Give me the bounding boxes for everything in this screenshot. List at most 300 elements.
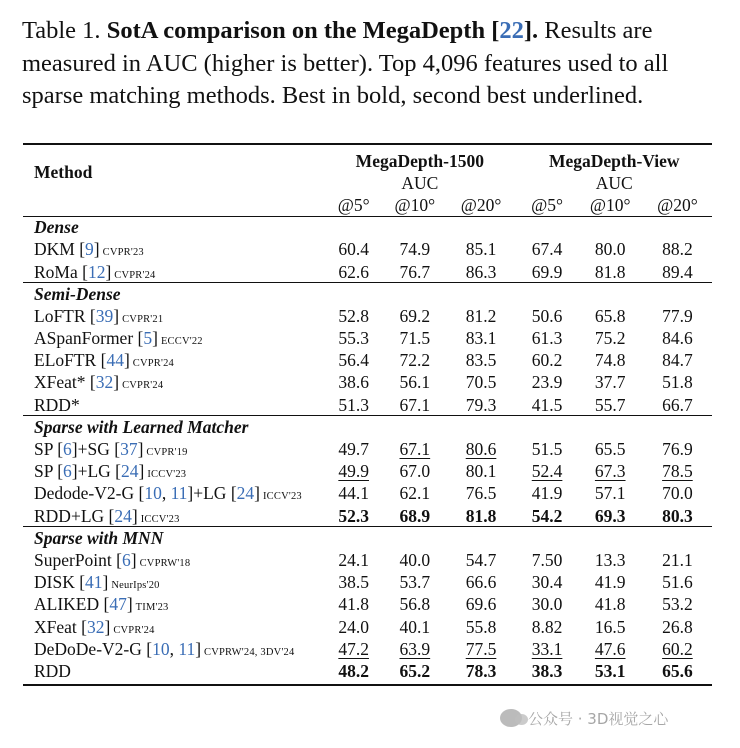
value: 47.2 [338, 638, 369, 659]
watermark-text: 公众号 · 3D视觉之心 [528, 709, 669, 728]
value: 65.6 [662, 660, 693, 681]
section-rule [23, 415, 712, 416]
value-cell [446, 572, 517, 594]
value: 65.2 [399, 660, 431, 681]
citation-link[interactable]: 10 [144, 483, 162, 504]
value: 51.6 [662, 572, 693, 593]
value: 50.6 [531, 305, 563, 326]
value-cell [578, 594, 643, 616]
value-cell [323, 350, 384, 372]
method-name: RoMa [ [34, 261, 88, 282]
value: 23.9 [531, 372, 563, 393]
method-name: DISK [ [34, 572, 86, 593]
method-cell [23, 660, 323, 682]
value-cell [578, 261, 643, 283]
citation-close: ] [93, 239, 100, 260]
citation-link[interactable]: 10 [152, 638, 170, 659]
value-cell [578, 572, 643, 594]
section-rule [23, 216, 712, 217]
value-cell [517, 483, 578, 505]
value-cell [323, 328, 384, 350]
value: 37.7 [594, 372, 626, 393]
method-cell [23, 438, 323, 460]
venue-label: CVPR'24 [114, 269, 156, 281]
value-cell [384, 461, 445, 483]
citation-close: ] [71, 439, 78, 460]
citation-link[interactable]: 22 [499, 17, 524, 44]
citation-link[interactable]: 11 [178, 638, 196, 659]
value-cell [517, 305, 578, 327]
value: 62.1 [399, 483, 431, 504]
citation-close: ] [104, 616, 111, 637]
value: 57.1 [594, 483, 626, 504]
value-cell [643, 461, 712, 483]
value: 74.9 [399, 239, 431, 260]
value-cell [323, 616, 384, 638]
method-name: RDD* [34, 394, 80, 415]
value: 13.3 [594, 549, 626, 570]
method-cell [23, 505, 323, 527]
threshold-header: @20° [460, 194, 502, 215]
value: 65.8 [594, 305, 626, 326]
value: 88.2 [662, 239, 693, 260]
value-cell [517, 261, 578, 283]
value: 66.7 [662, 394, 693, 415]
value-cell [384, 638, 445, 660]
metric-header-2: AUC [595, 172, 633, 193]
citation-link[interactable]: 9 [85, 239, 94, 260]
value-cell [446, 328, 517, 350]
section-row [23, 527, 712, 549]
value-cell [517, 438, 578, 460]
value: 67.1 [399, 394, 431, 415]
method-name: RDD [34, 660, 71, 681]
value: 80.0 [594, 239, 626, 260]
value: 60.4 [338, 239, 369, 260]
value-cell [446, 549, 517, 571]
value: 30.4 [531, 572, 563, 593]
value-cell [446, 438, 517, 460]
value-cell [323, 638, 384, 660]
value-cell [578, 461, 643, 483]
value: 70.0 [662, 483, 693, 504]
value: 56.1 [399, 372, 431, 393]
value-cell [384, 616, 445, 638]
value: 51.8 [662, 372, 693, 393]
threshold-header: @20° [657, 194, 698, 215]
value: 61.3 [531, 328, 563, 349]
value: 30.0 [531, 594, 563, 615]
table-row [23, 438, 712, 460]
method-name: ELoFTR [ [34, 350, 107, 371]
header-row-thresholds [23, 194, 712, 216]
method-name: SP [ [34, 439, 64, 460]
value-cell [517, 461, 578, 483]
value: 40.0 [399, 549, 431, 570]
citation-close: ] [71, 461, 78, 482]
value-cell [643, 549, 712, 571]
method-name: XFeat [ [34, 616, 87, 637]
method-name: Dedode-V2-G [ [34, 483, 145, 504]
matcher-name: +LG [ [193, 483, 237, 504]
value-cell [384, 549, 445, 571]
value-cell [446, 483, 517, 505]
section-title: Semi-Dense [34, 283, 121, 304]
value: 44.1 [338, 483, 369, 504]
venue-label: CVPR'19 [146, 447, 188, 459]
value: 69.9 [531, 261, 563, 282]
header-row-groups [23, 150, 712, 172]
value-cell [643, 594, 712, 616]
value-cell [323, 461, 384, 483]
value-cell [446, 638, 517, 660]
value-cell [517, 660, 578, 682]
value: 78.3 [465, 660, 497, 681]
value-cell [517, 505, 578, 527]
value-cell [517, 372, 578, 394]
value: 69.3 [594, 505, 626, 526]
value: 67.3 [594, 461, 626, 482]
value-cell [578, 305, 643, 327]
value: 49.7 [338, 439, 369, 460]
table-row [23, 372, 712, 394]
citation-link[interactable]: 12 [87, 261, 106, 282]
citation-link[interactable]: 47 [109, 594, 127, 615]
value-cell [578, 239, 643, 261]
venue-label: NeurIps'20 [111, 580, 160, 592]
value-cell [384, 438, 445, 460]
value: 53.7 [399, 572, 431, 593]
value: 55.7 [594, 394, 626, 415]
value-cell [446, 305, 517, 327]
value-cell [578, 638, 643, 660]
value-cell [517, 638, 578, 660]
venue-label: CVPR'24 [113, 624, 155, 636]
value: 16.5 [594, 616, 626, 637]
value: 55.8 [465, 616, 497, 637]
citation-close: ] [195, 638, 202, 659]
venue-label: TIM'23 [135, 602, 169, 614]
method-cell [23, 372, 323, 394]
value: 80.3 [662, 505, 693, 526]
value: 72.2 [399, 350, 431, 371]
citation-link[interactable]: 6 [122, 549, 131, 570]
table-row [23, 483, 712, 505]
wechat-icon [500, 709, 522, 727]
method-name: ASpanFormer [ [34, 328, 144, 349]
citation-link[interactable]: 6 [63, 439, 72, 460]
value: 69.2 [399, 305, 431, 326]
value-cell [384, 505, 445, 527]
value-cell [517, 572, 578, 594]
value: 60.2 [662, 638, 693, 659]
value: 81.8 [465, 505, 497, 526]
value-cell [384, 660, 445, 682]
citation-link[interactable]: 39 [95, 305, 114, 326]
method-name: DKM [ [34, 239, 86, 260]
value-cell [323, 660, 384, 682]
method-cell [23, 394, 323, 416]
citation-close: ] [123, 350, 130, 371]
citation-link[interactable]: 24 [236, 483, 255, 504]
citation-close: ] [130, 549, 137, 570]
value-cell [384, 261, 445, 283]
table-row [23, 660, 712, 682]
value: 89.4 [662, 261, 693, 282]
value-cell [517, 549, 578, 571]
value: 63.9 [399, 638, 431, 659]
value-cell [446, 616, 517, 638]
caption-text: Results are measured in AUC (higher is better). Top 4,096 features used to all sparse matching methods. Best in bold, second best underlined. [22, 17, 669, 109]
value-cell [323, 572, 384, 594]
value: 80.6 [465, 439, 497, 460]
value: 85.1 [465, 239, 497, 260]
value: 52.3 [338, 505, 369, 526]
citation-close: ] [131, 505, 138, 526]
value-cell [517, 394, 578, 416]
value-cell [578, 483, 643, 505]
table-caption [22, 15, 728, 113]
value-cell [517, 616, 578, 638]
citation-link[interactable]: 32 [95, 372, 114, 393]
value: 67.1 [399, 439, 431, 460]
value-cell [517, 594, 578, 616]
citation-close: ] [152, 328, 158, 349]
table-row [23, 328, 712, 350]
value-cell [323, 594, 384, 616]
method-cell [23, 305, 323, 327]
bottom-rule [23, 684, 712, 686]
threshold-header: @10° [394, 194, 436, 215]
value: 78.5 [662, 461, 693, 482]
value-cell [384, 328, 445, 350]
value-cell [323, 261, 384, 283]
table-row [23, 505, 712, 527]
value: 55.3 [338, 328, 369, 349]
method-name: XFeat* [ [34, 372, 96, 393]
value: 21.1 [662, 549, 693, 570]
method-cell [23, 261, 323, 283]
value-cell [578, 328, 643, 350]
section-rule [23, 526, 712, 527]
venue-label: CVPR'24 [132, 358, 174, 370]
value: 86.3 [465, 261, 497, 282]
value-cell [578, 549, 643, 571]
value: 83.5 [465, 350, 497, 371]
value-cell [643, 438, 712, 460]
venue-label: ICCV'23 [262, 491, 302, 503]
threshold-header: @5° [337, 194, 370, 215]
value: 69.6 [465, 594, 497, 615]
results-table [23, 150, 712, 683]
value-cell [446, 350, 517, 372]
method-name: LoFTR [ [34, 305, 96, 326]
citation-link[interactable]: 44 [106, 350, 124, 371]
venue-label: CVPRW'24, 3DV'24 [204, 646, 295, 658]
value: 47.6 [594, 638, 626, 659]
value-cell [643, 328, 712, 350]
value-cell [323, 505, 384, 527]
watermark [500, 703, 725, 733]
citation-close: ] [113, 305, 120, 326]
venue-label: ICCV'23 [140, 513, 180, 525]
value: 84.6 [662, 328, 693, 349]
table-row [23, 261, 712, 283]
top-rule [23, 143, 712, 145]
value: 70.5 [465, 372, 497, 393]
table-row [23, 572, 712, 594]
value: 53.1 [594, 660, 626, 681]
section-title: Sparse with MNN [34, 527, 164, 548]
method-cell [23, 239, 323, 261]
value-cell [643, 350, 712, 372]
citation-link[interactable]: 37 [120, 439, 138, 460]
value-cell [446, 594, 517, 616]
venue-label: CVPR'24 [122, 380, 164, 392]
method-cell [23, 328, 323, 350]
table-row [23, 305, 712, 327]
value: 67.4 [531, 239, 563, 260]
citation-close: ] [105, 261, 112, 282]
matcher-name: +LG [ [77, 461, 122, 482]
value: 8.82 [531, 616, 563, 637]
method-name: RDD+LG [ [34, 505, 115, 526]
value: 77.5 [465, 638, 497, 659]
group-header-megadepth-view: MegaDepth-View [548, 150, 680, 171]
value: 75.2 [594, 328, 626, 349]
value-cell [446, 461, 517, 483]
value-cell [384, 483, 445, 505]
value: 40.1 [399, 616, 431, 637]
value-cell [643, 638, 712, 660]
value-cell [446, 660, 517, 682]
value: 76.7 [399, 261, 431, 282]
citation-close: ] [126, 594, 133, 615]
value: 24.0 [338, 616, 369, 637]
table-row [23, 638, 712, 660]
value: 52.8 [338, 305, 369, 326]
value: 84.7 [662, 350, 693, 371]
value: 54.7 [465, 549, 497, 570]
value: 24.1 [338, 549, 369, 570]
value: 66.6 [465, 572, 497, 593]
value-cell [643, 616, 712, 638]
value: 49.9 [338, 461, 369, 482]
value-cell [643, 572, 712, 594]
value-cell [384, 305, 445, 327]
value-cell [323, 239, 384, 261]
venue-label: CVPR'21 [122, 313, 164, 325]
table-row [23, 616, 712, 638]
value: 52.4 [531, 461, 563, 482]
value: 71.5 [399, 328, 431, 349]
venue-label: CVPR'23 [102, 247, 144, 259]
value-cell [446, 372, 517, 394]
value: 51.3 [338, 394, 369, 415]
value-cell [446, 394, 517, 416]
method-cell [23, 461, 323, 483]
value-cell [643, 239, 712, 261]
value: 41.8 [338, 594, 369, 615]
metric-header-1: AUC [401, 172, 439, 193]
value-cell [384, 594, 445, 616]
value: 51.5 [531, 439, 563, 460]
table-row [23, 549, 712, 571]
venue-label: ICCV'23 [147, 469, 187, 481]
value-cell [517, 239, 578, 261]
value-cell [643, 372, 712, 394]
value: 76.5 [465, 483, 497, 504]
value-cell [384, 572, 445, 594]
section-row [23, 217, 712, 239]
citation-sep: , [169, 638, 179, 659]
value: 38.6 [338, 372, 369, 393]
value: 38.3 [531, 660, 563, 681]
value: 54.2 [531, 505, 563, 526]
value: 65.5 [594, 439, 626, 460]
value: 26.8 [662, 616, 693, 637]
value-cell [643, 660, 712, 682]
value: 41.9 [594, 572, 626, 593]
value: 53.2 [662, 594, 693, 615]
citation-link[interactable]: 6 [63, 461, 72, 482]
citation-link[interactable]: 32 [86, 616, 105, 637]
table-row [23, 350, 712, 372]
table-row [23, 394, 712, 416]
value-cell [384, 372, 445, 394]
citation-link[interactable]: 24 [121, 461, 139, 482]
method-cell [23, 483, 323, 505]
value-cell [446, 505, 517, 527]
value-cell [384, 239, 445, 261]
value-cell [517, 350, 578, 372]
value: 60.2 [531, 350, 563, 371]
value-cell [578, 394, 643, 416]
value-cell [643, 305, 712, 327]
value-cell [578, 372, 643, 394]
threshold-header: @10° [589, 194, 631, 215]
section-row [23, 416, 712, 438]
value: 80.1 [465, 461, 497, 482]
citation-close: ] [254, 483, 260, 504]
citation-sep: , [161, 483, 171, 504]
citation-link[interactable]: 24 [114, 505, 132, 526]
citation-link[interactable]: 5 [143, 328, 153, 349]
method-name: DeDoDe-V2-G [ [34, 638, 153, 659]
value: 83.1 [465, 328, 497, 349]
value-cell [384, 350, 445, 372]
value-cell [643, 261, 712, 283]
citation-close: ] [137, 439, 144, 460]
threshold-header: @5° [531, 194, 563, 215]
method-cell [23, 572, 323, 594]
citation-link[interactable]: 11 [170, 483, 188, 504]
value-cell [578, 438, 643, 460]
value: 62.6 [338, 261, 369, 282]
table-row [23, 239, 712, 261]
matcher-name: +SG [ [77, 439, 121, 460]
value-cell [517, 328, 578, 350]
value: 81.8 [594, 261, 626, 282]
citation-close: ] [138, 461, 145, 482]
value: 67.0 [399, 461, 431, 482]
value: 41.8 [594, 594, 626, 615]
value-cell [384, 394, 445, 416]
value: 41.9 [531, 483, 563, 504]
value: 56.4 [338, 350, 369, 371]
citation-link[interactable]: 41 [85, 572, 103, 593]
value: 77.9 [662, 305, 693, 326]
